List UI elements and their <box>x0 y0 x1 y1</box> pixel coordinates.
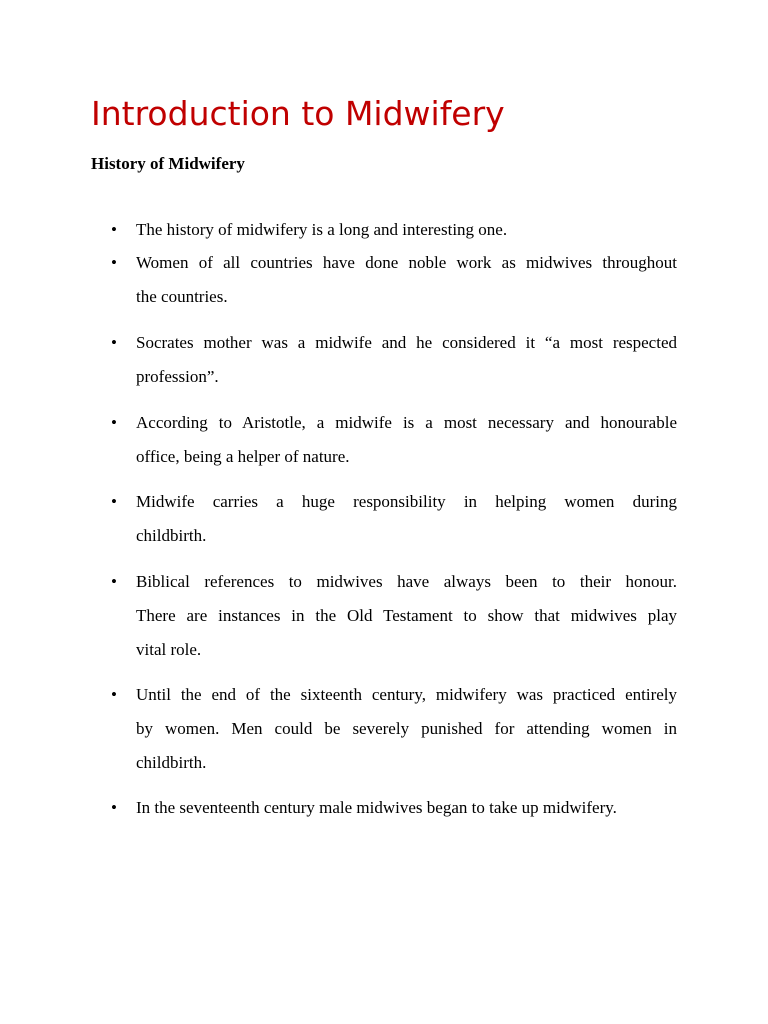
bullet-icon: • <box>111 220 117 239</box>
list-item-line: Biblical references to midwives have always been to their honour. <box>136 572 677 591</box>
list-item-line: Women of all countries have done noble work as midwives throughout <box>136 253 677 272</box>
list-item-line: There are instances in the Old Testament to show that midwives play <box>136 606 677 625</box>
list-item-line: According to Aristotle, a midwife is a most necessary and honourable <box>136 413 677 432</box>
list-item-line: childbirth. <box>136 526 207 545</box>
document-title: Introduction to Midwifery <box>91 94 505 133</box>
list-item-line: by women. Men could be severely punished for attending women in <box>136 719 677 738</box>
bullet-icon: • <box>111 253 117 272</box>
list-item-line: Socrates mother was a midwife and he considered it “a most respected <box>136 333 677 352</box>
bullet-icon: • <box>111 798 117 817</box>
list-item-text <box>136 326 677 394</box>
bullet-icon: • <box>111 572 117 591</box>
list-item-line: office, being a helper of nature. <box>136 447 350 466</box>
list-item-text <box>136 791 677 825</box>
list-item-text <box>136 406 677 474</box>
list-item-text <box>136 485 677 553</box>
list-item-line: the countries. <box>136 287 228 306</box>
list-item-text <box>136 246 677 314</box>
list-item-line: childbirth. <box>136 753 207 772</box>
list-item-line: vital role. <box>136 640 202 659</box>
list-item-text <box>136 565 677 667</box>
section-heading: History of Midwifery <box>91 154 245 173</box>
list-item-line: The history of midwifery is a long and interesting one. <box>136 220 508 239</box>
bullet-icon: • <box>111 333 117 352</box>
bullet-icon: • <box>111 413 117 432</box>
list-item-line: In the seventeenth century male midwives began to take up midwifery. <box>136 798 617 817</box>
list-item-line: Until the end of the sixteenth century, midwifery was practiced entirely <box>136 685 677 704</box>
list-item-text <box>136 678 677 780</box>
list-item-text <box>136 213 677 247</box>
list-item-line: profession”. <box>136 367 219 386</box>
bullet-icon: • <box>111 685 117 704</box>
list-item-line: Midwife carries a huge responsibility in helping women during <box>136 492 677 511</box>
bullet-icon: • <box>111 492 117 511</box>
